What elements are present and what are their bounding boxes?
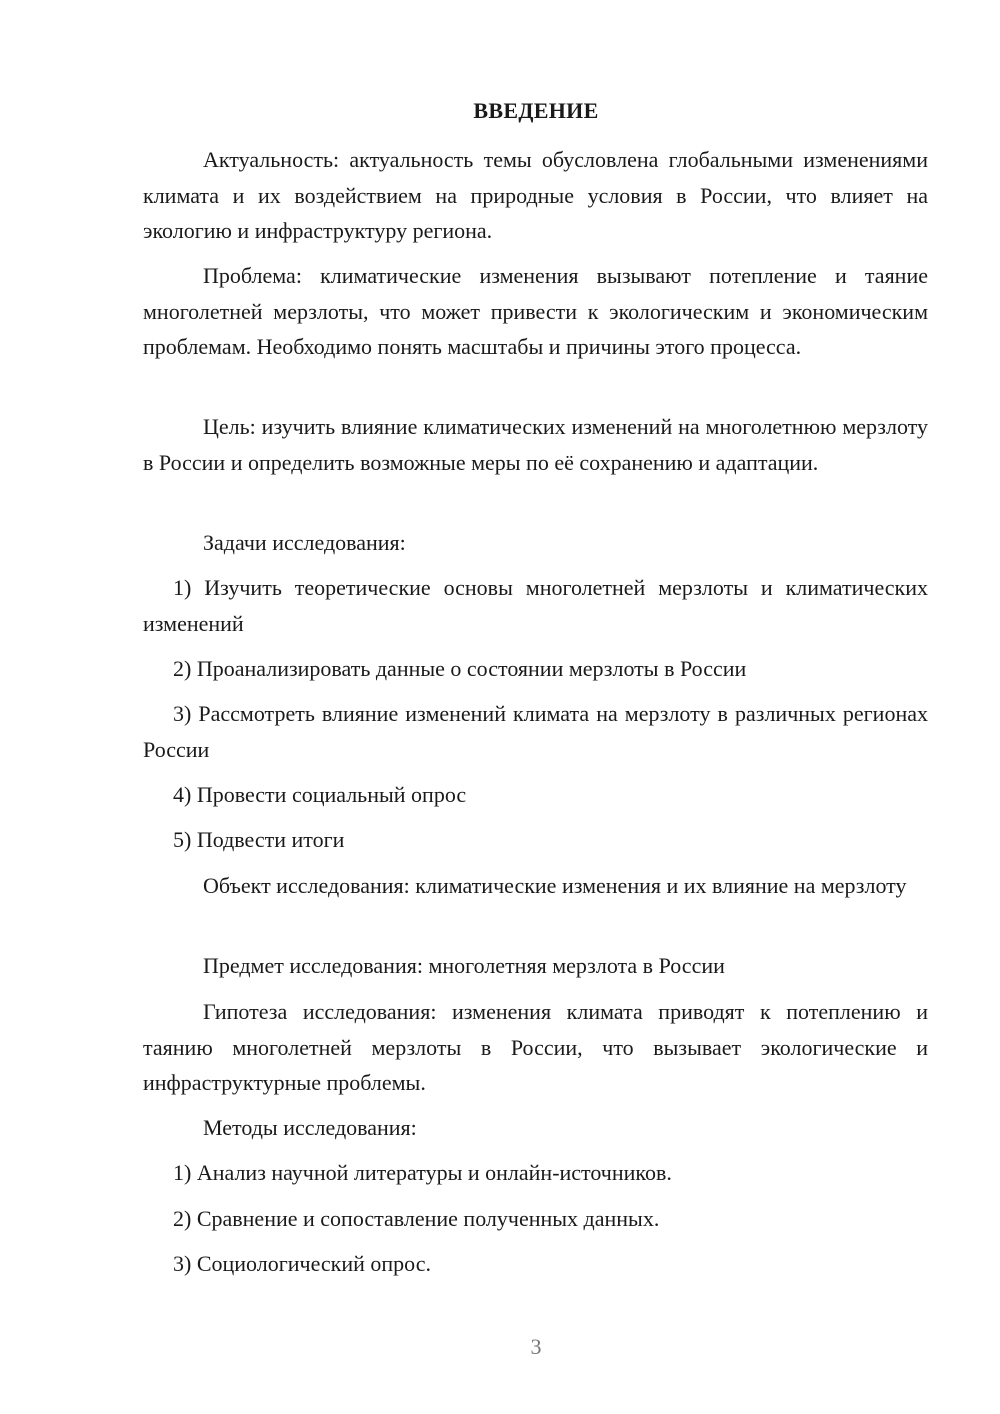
- list-item-task-1: 1) Изучить теоретические основы многолетней мерзлоты и климатических изменений: [143, 575, 928, 636]
- paragraph-methods-title: Методы исследования:: [203, 1115, 417, 1140]
- list-item-method-1: 1) Анализ научной литературы и онлайн-источников.: [173, 1160, 672, 1185]
- paragraph-relevance: Актуальность: актуальность темы обусловлена глобальными изменениями климата и их воздействием на природные условия в России, что влияет на экологию и инфраструктуру региона.: [143, 147, 928, 243]
- list-item-task-4: 4) Провести социальный опрос: [173, 782, 467, 807]
- list-item-method-3: 3) Социологический опрос.: [173, 1251, 431, 1276]
- paragraph-subject: Предмет исследования: многолетняя мерзлота в России: [203, 953, 725, 978]
- list-item-task-3: 3) Рассмотреть влияние изменений климата на мерзлоту в различных регионах России: [143, 701, 928, 762]
- paragraph-object: Объект исследования: климатические изменения и их влияние на мерзлоту: [203, 873, 907, 898]
- paragraph-goal: Цель: изучить влияние климатических изменений на многолетнюю мерзлоту в России и определить возможные меры по её сохранению и адаптации.: [143, 414, 928, 475]
- paragraph-hypothesis: Гипотеза исследования: изменения климата приводят к потеплению и таянию многолетней мерзлоты в России, что вызывает экологические и инфраструктурные проблемы.: [143, 999, 928, 1095]
- paragraph-problem: Проблема: климатические изменения вызывают потепление и таяние многолетней мерзлоты, что может привести к экологическим и экономическим проблемам. Необходимо понять масштабы и причины этого процесса.: [143, 263, 928, 359]
- list-item-task-2: 2) Проанализировать данные о состоянии мерзлоты в России: [173, 656, 747, 681]
- page-number: 3: [530, 1334, 542, 1359]
- paragraph-tasks-title: Задачи исследования:: [203, 530, 406, 555]
- list-item-task-5: 5) Подвести итоги: [173, 827, 345, 852]
- page-title: ВВЕДЕНИЕ: [473, 98, 599, 123]
- list-item-method-2: 2) Сравнение и сопоставление полученных данных.: [173, 1206, 660, 1231]
